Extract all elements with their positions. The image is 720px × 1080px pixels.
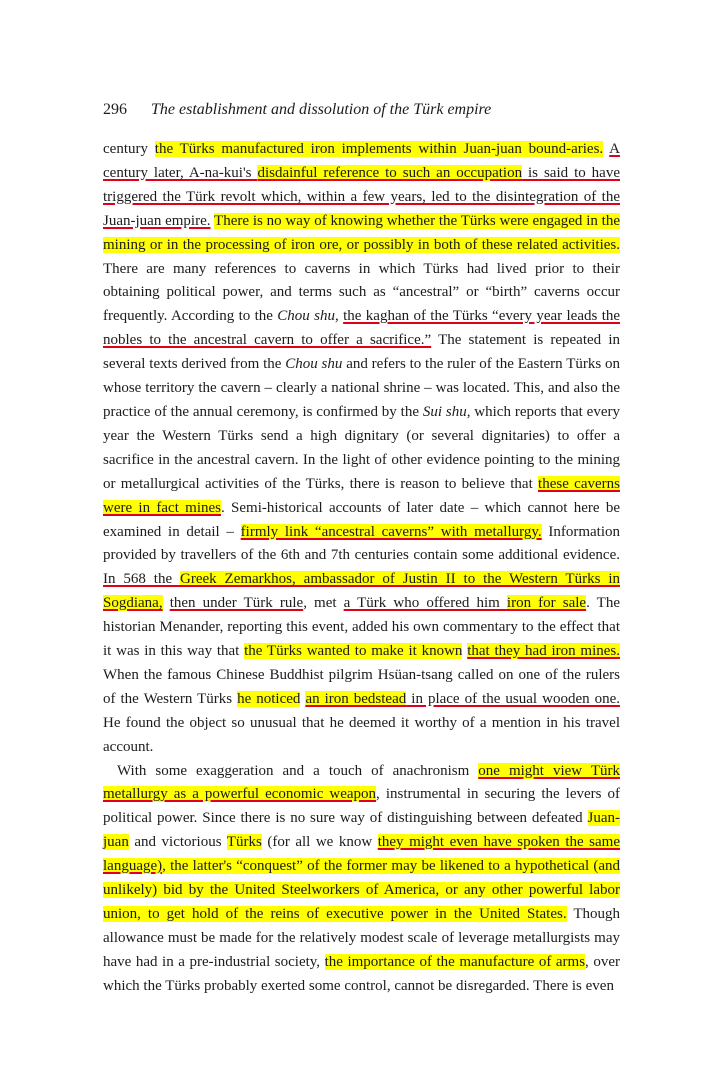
page-number: 296 bbox=[103, 101, 127, 118]
highlighted-underlined-text: one might view Türk metallurgy as a powerful economic weapon bbox=[103, 762, 620, 803]
text-span: With some exaggeration and a touch of anachronism bbox=[117, 762, 479, 779]
text-span: There are many references to caverns in which Türks had lived prior to their obtaining political power, and terms such as “ancestral” or “birth” caverns occur frequently. According to the bbox=[103, 260, 620, 325]
text-span: , met bbox=[303, 595, 344, 612]
highlighted-underlined-text: they might even have spoken the same language) bbox=[103, 834, 620, 875]
highlighted-underlined-text: Greek Zemarkhos, ambassador of Justin II to the Western Türks in Sogdiana, bbox=[103, 571, 620, 612]
highlighted-text: , the latter's “conquest” of the former may be likened to a hypothetical (and unlikely) bid by the United Steelworkers of America, or any other powerful labor union, to get hold of the reins of executive power in the United States. bbox=[103, 858, 620, 922]
text-span: . Semi-historical accounts of later date – which cannot here be examined in detail – bbox=[103, 499, 621, 540]
highlighted-underlined-text: iron for sale bbox=[506, 595, 587, 612]
paragraph-2 bbox=[103, 760, 620, 999]
highlighted-text: the Türks wanted to make it known bbox=[244, 643, 463, 660]
underlined-text: A century later, A-na-kui's bbox=[103, 141, 620, 181]
text-span: , bbox=[335, 308, 344, 325]
text-span: . The historian Menander, reporting this event, added his own commentary to the effect that it was in this way that bbox=[103, 595, 620, 660]
text-span: , over which the Türks probably exerted some control, cannot be disregarded. There is even bbox=[103, 953, 620, 994]
underlined-text: is said to have triggered the Türk revolt which, within a few years, led to the disintegration of the Juan-juan empire. bbox=[103, 164, 620, 229]
text-span: When the famous Chinese Buddhist pilgrim Hsüan-tsang called on one of the rulers of the Western Türks bbox=[103, 666, 620, 707]
italic-title: Chou shu bbox=[277, 308, 335, 325]
body-text bbox=[103, 138, 620, 999]
text-span: and victorious bbox=[128, 834, 227, 851]
text-span: and refers to the ruler of the Eastern Türks on whose territory the cavern – clearly a national shrine – was located. This, and also the practice of the annual ceremony, is confirmed by the bbox=[103, 356, 620, 420]
text-span: (for all we know bbox=[261, 834, 378, 851]
underlined-text: In 568 the bbox=[103, 571, 180, 588]
italic-title: Sui shu bbox=[422, 403, 467, 420]
running-header bbox=[103, 99, 623, 121]
italic-title: Chou shu bbox=[285, 356, 343, 373]
underlined-text: in place of the usual wooden one. bbox=[406, 690, 621, 707]
text-span: Information provided by travellers of the 6th and 7th centuries contain some additional evidence. bbox=[103, 523, 621, 564]
underlined-text: a Türk who offered him bbox=[343, 595, 507, 612]
highlighted-underlined-text: disdainful reference to such an occupation bbox=[257, 164, 523, 181]
text-span: The statement is repeated in several texts derived from the bbox=[103, 332, 621, 373]
text-span: , instrumental in securing the levers of political power. Since there is no sure way of distinguishing between defeated bbox=[103, 786, 620, 827]
highlighted-text: Türks bbox=[226, 834, 262, 851]
text-span: , which reports that every year the Western Türks send a high dignitary (or several dignitaries) to offer a sacrifice in the ancestral cavern. In the light of other evidence pointing to the mining or metallurgical activities of the Türks, there is reason to believe that bbox=[103, 403, 620, 492]
text-span: Though allowance must be made for the relatively modest scale of leverage metallurgists may have had in a pre-industrial society, bbox=[103, 906, 620, 970]
highlighted-underlined-text: an iron bedstead bbox=[305, 690, 407, 707]
text-span: He found the object so unusual that he deemed it worthy of a mention in his travel account. bbox=[103, 714, 620, 755]
underlined-text: the kaghan of the Türks “every year leads the nobles to the ancestral cavern to offer a sacrifice.” bbox=[103, 308, 621, 349]
highlighted-underlined-text: these caverns were in fact mines bbox=[103, 475, 620, 516]
paragraph-1 bbox=[103, 138, 620, 760]
highlighted-underlined-text: firmly link “ancestral caverns” with metallurgy. bbox=[240, 523, 542, 540]
highlighted-text: the importance of the manufacture of arms bbox=[324, 953, 586, 970]
highlighted-underlined-text: that they had iron mines. bbox=[467, 643, 621, 660]
text-span bbox=[163, 595, 170, 611]
highlighted-text: he noticed bbox=[237, 690, 301, 707]
highlighted-text: the Türks manufactured iron implements within Juan-juan bound-aries. bbox=[154, 141, 604, 157]
underlined-text: then under Türk rule bbox=[169, 595, 304, 612]
running-title: The establishment and dissolution of the Türk empire bbox=[151, 101, 492, 118]
text-span: century bbox=[103, 141, 155, 157]
highlighted-text: There is no way of knowing whether the Türks were engaged in the mining or in the processing of iron ore, or possibly in both of these related activities. bbox=[103, 212, 621, 253]
highlighted-text: Juan-juan bbox=[103, 810, 620, 851]
